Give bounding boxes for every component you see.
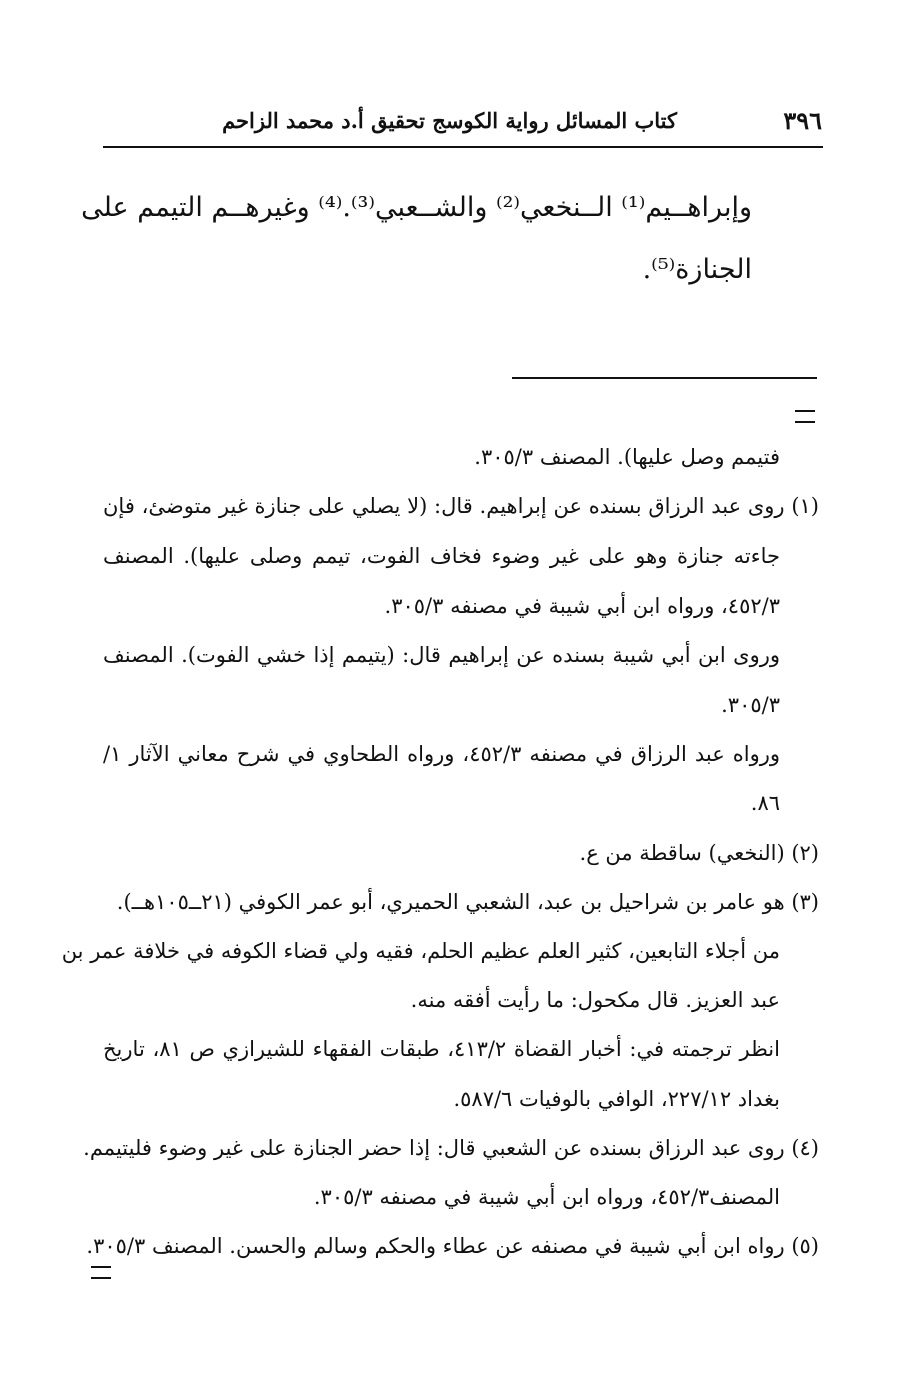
footnote-line: (١) روى عبد الرزاق بسنده عن إبراهيم. قال: (لا يصلي على جنازة غير متوضئ، فإن (103, 494, 819, 518)
footnote-line: (٥) رواه ابن أبي شيبة في مصنفه عن عطاء والحكم وسالم والحسن. المصنف ٣٠٥/٣. (86, 1234, 819, 1258)
footnote-line: بغداد ٢٢٧/١٢، الوافي بالوفيات ٥٨٧/٦. (453, 1087, 780, 1111)
continuation-mark (795, 410, 815, 423)
footnote-line: ورواه عبد الرزاق في مصنفه ٤٥٢/٣، ورواه الطحاوي في شرح معاني الآثار ١/ (103, 742, 781, 766)
footnote-line: (٤) روى عبد الرزاق بسنده عن الشعبي قال: إذا حضر الجنازة على غير وضوء فليتيمم. (83, 1136, 819, 1160)
page-number: ٣٩٦ (783, 106, 822, 135)
footnote-line: جاءته جنازة وهو على غير وضوء فخاف الفوت، تيمم وصلى عليها). المصنف (103, 544, 780, 568)
footnote-line: فتيمم وصل عليها). المصنف ٣٠٥/٣. (474, 445, 780, 469)
running-title: كتاب المسائل رواية الكوسج تحقيق أ.د محمد الزاحم (222, 108, 677, 133)
header-rule (103, 146, 823, 148)
footnote-line: من أجلاء التابعين، كثير العلم عظيم الحلم، فقيه ولي قضاء الكوفه في خلافة عمر بن (61, 939, 780, 963)
footnote-line: انظر ترجمته في: أخبار القضاة ٤١٣/٢، طبقات الفقهاء للشيرازي ص ٨١، تاريخ (103, 1037, 780, 1061)
footnote-line: ٤٥٢/٣، ورواه ابن أبي شيبة في مصنفه ٣٠٥/٣. (384, 594, 780, 618)
footnote-line: ٣٠٥/٣. (721, 693, 780, 717)
footnote-line: ٨٦. (750, 791, 780, 815)
main-text-line: الجنازة⁽⁵⁾. (642, 254, 752, 285)
continuation-mark (91, 1266, 111, 1279)
footnote-line: عبد العزيز. قال مكحول: ما رأيت أفقه منه. (410, 988, 780, 1012)
footnote-line: وروى ابن أبي شيبة بسنده عن إبراهيم قال: (يتيمم إذا خشي الفوت). المصنف (103, 643, 780, 667)
footnote-line: (٣) هو عامر بن شراحيل بن عبد، الشعبي الحميري، أبو عمر الكوفي (٢١ــ١٠٥هــ). (116, 890, 819, 914)
footnote-line: المصنف٤٥٢/٣، ورواه ابن أبي شيبة في مصنفه ٣٠٥/٣. (313, 1185, 780, 1209)
footnote-separator (512, 377, 817, 379)
main-text-line: وإبراهــيم⁽¹⁾ الــنخعي⁽²⁾ والشــعبي⁽³⁾.⁽⁴⁾ وغيرهــم التيمم على (81, 192, 752, 223)
footnote-line: (٢) (النخعي) ساقطة من ع. (579, 841, 819, 865)
